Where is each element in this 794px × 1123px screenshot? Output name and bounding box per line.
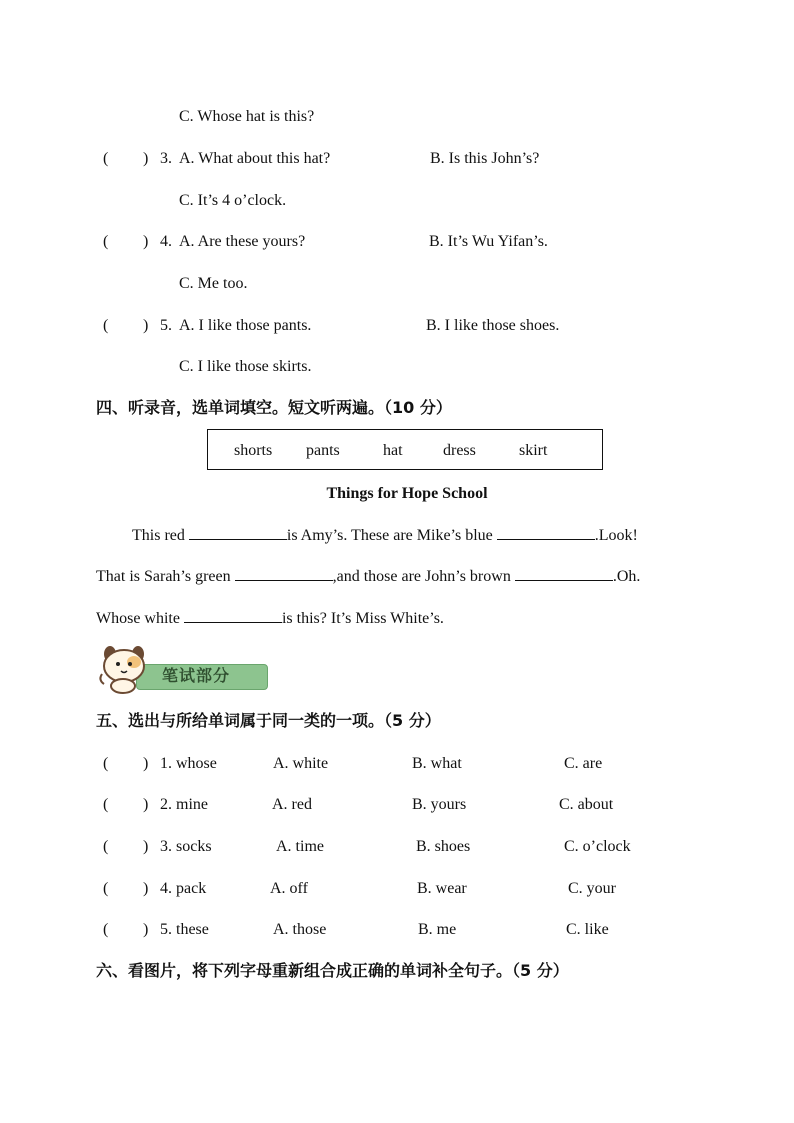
answer-paren-open: ( [103,921,109,938]
q2-option-c: C. Whose hat is this? [179,108,315,125]
answer-paren-open: ( [103,150,109,167]
s5-option-a: A. red [272,796,312,813]
q5-option-c: C. I like those skirts. [179,358,312,375]
q4-option-c: C. Me too. [179,275,248,292]
s5-word: 3. socks [160,838,212,855]
s5-word: 2. mine [160,796,208,813]
passage-text: That is Sarah’s green [96,568,231,585]
s5-option-c: C. o’clock [564,838,631,855]
cartoon-dog-icon [98,644,158,694]
passage-text: is this? It’s Miss White’s. [281,610,444,627]
passage-text: This red [132,527,185,544]
fill-blank[interactable] [189,525,287,540]
question-number: 3. [160,150,172,167]
written-part-banner [98,644,270,692]
answer-paren-close: ) [143,755,149,772]
s5-option-c: C. are [564,755,603,772]
fill-blank[interactable] [497,525,595,540]
passage-text: is Amy’s. These are Mike’s blue [286,527,493,544]
question-number: 5. [160,317,172,334]
s5-word: 5. these [160,921,209,938]
q5-option-b: B. I like those shoes. [426,317,560,334]
q4-option-a: A. Are these yours? [179,233,306,250]
s5-option-a: A. time [276,838,324,855]
passage-line-2 [96,566,640,587]
word-bank-item: dress [443,442,476,459]
s5-option-c: C. like [566,921,609,938]
s5-option-c: C. your [568,880,616,897]
section4-heading: 四、听录音，选单词填空。短文听两遍。（10 分） [96,398,452,417]
banner-label: 笔试部分 [162,666,231,685]
s5-option-a: A. white [273,755,329,772]
passage-title: Things for Hope School [326,485,488,502]
s5-option-b: B. me [418,921,457,938]
word-bank-box [207,429,603,470]
s5-word: 1. whose [160,755,217,772]
answer-paren-close: ) [143,921,149,938]
passage-text: Whose white [96,610,180,627]
q5-option-a: A. I like those pants. [179,317,312,334]
q4-option-b: B. It’s Wu Yifan’s. [429,233,548,250]
answer-paren-close: ) [143,150,149,167]
passage-line-1 [132,525,638,546]
word-bank-item: skirt [519,442,548,459]
q3-option-c: C. It’s 4 o’clock. [179,192,287,209]
fill-blank[interactable] [515,566,613,581]
s5-option-b: B. yours [412,796,467,813]
fill-blank[interactable] [235,566,333,581]
answer-paren-close: ) [143,317,149,334]
section5-heading: 五、选出与所给单词属于同一类的一项。（5 分） [96,711,441,730]
passage-line-3 [96,608,444,629]
word-bank-item: hat [383,442,403,459]
answer-paren-open: ( [103,317,109,334]
answer-paren-close: ) [143,233,149,250]
answer-paren-open: ( [103,880,109,897]
s5-option-b: B. wear [417,880,467,897]
word-bank-item: pants [306,442,340,459]
passage-text: .Look! [594,527,638,544]
answer-paren-close: ) [143,880,149,897]
s5-option-b: B. what [412,755,462,772]
s5-option-b: B. shoes [416,838,471,855]
s5-option-a: A. off [270,880,308,897]
q3-option-a: A. What about this hat? [179,150,331,167]
passage-text: ,and those are John’s brown [332,568,511,585]
section6-heading: 六、看图片，将下列字母重新组合成正确的单词补全句子。（5 分） [96,961,569,980]
word-bank-item: shorts [234,442,273,459]
passage-text: .Oh. [612,568,641,585]
answer-paren-open: ( [103,233,109,250]
answer-paren-close: ) [143,838,149,855]
q3-option-b: B. Is this John’s? [430,150,540,167]
question-number: 4. [160,233,172,250]
answer-paren-close: ) [143,796,149,813]
answer-paren-open: ( [103,796,109,813]
answer-paren-open: ( [103,755,109,772]
s5-word: 4. pack [160,880,207,897]
s5-option-a: A. those [273,921,327,938]
s5-option-c: C. about [559,796,614,813]
fill-blank[interactable] [184,608,282,623]
answer-paren-open: ( [103,838,109,855]
